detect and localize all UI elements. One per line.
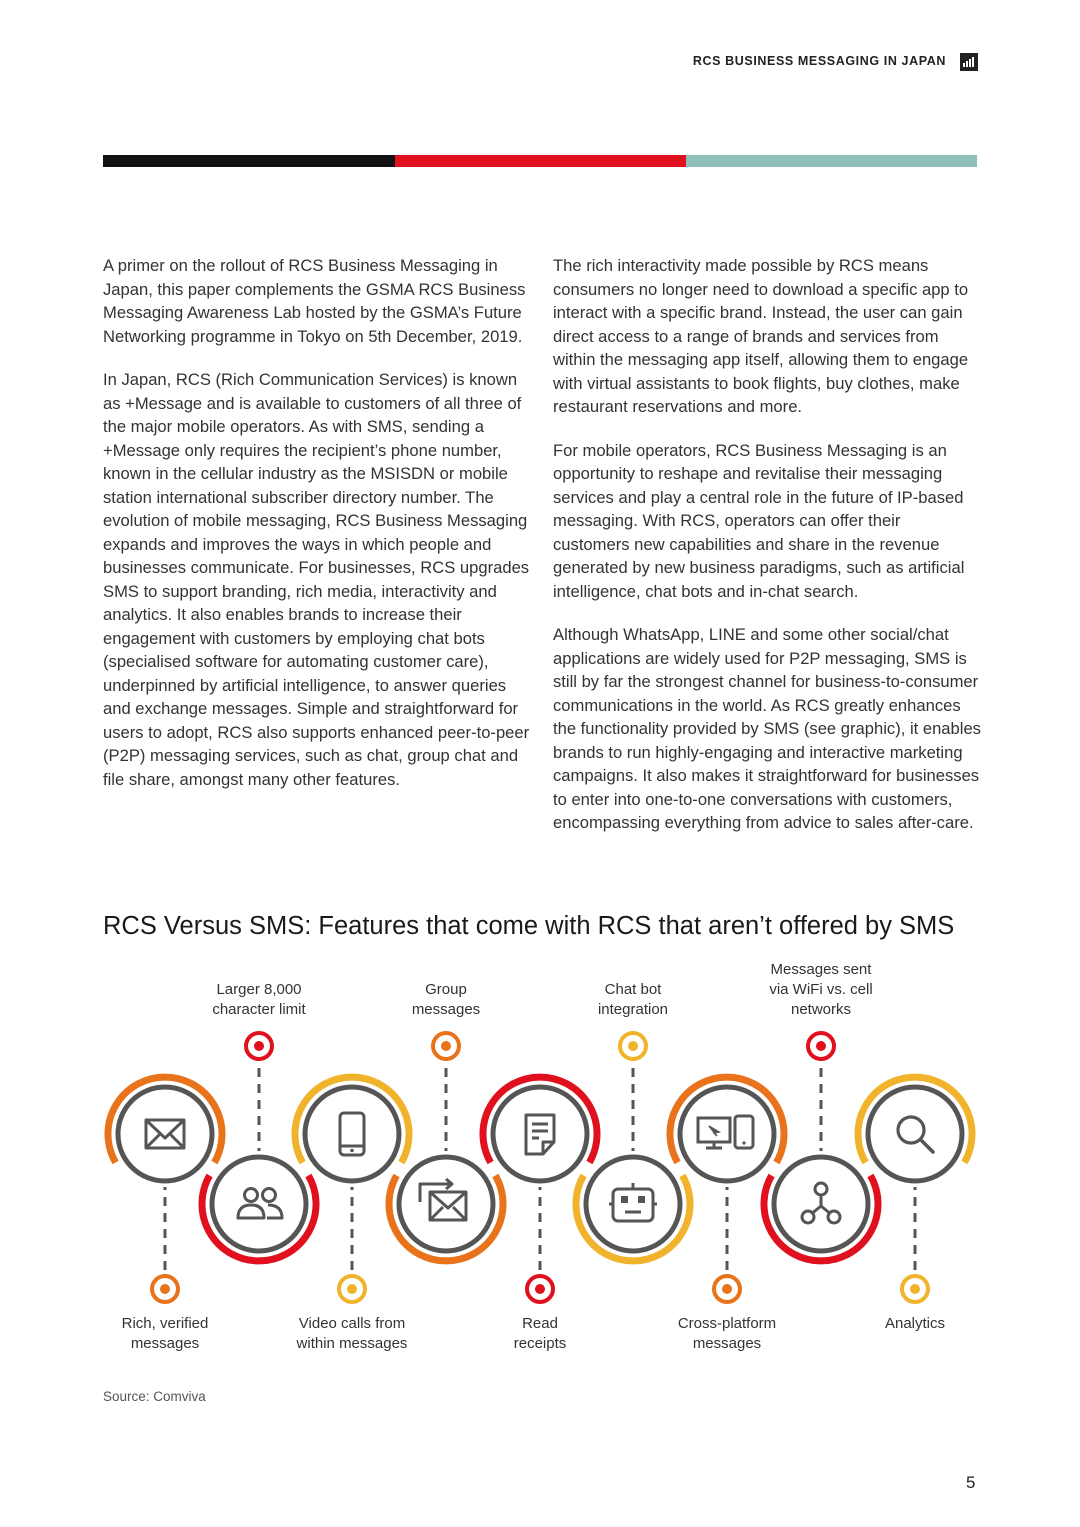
feature-node — [764, 1151, 878, 1261]
paragraph: The rich interactivity made possible by RCS means consumers no longer need to download a specific app to interact with a specific brand. Instead, the user can gain direct access to a range of brands and services from within the messaging app itself, allowing them to engage with virtual assistants to book flights, buy clothes, make restaurant reservations and more. — [553, 256, 969, 416]
feature-label: Messages sent via WiFi vs. cell networks — [769, 961, 873, 1018]
feature-circle — [868, 1087, 962, 1181]
left-column — [103, 254, 535, 811]
feature-marker-dot — [441, 1041, 451, 1051]
feature-marker-dot — [910, 1284, 920, 1294]
feature-circle — [305, 1087, 399, 1181]
paragraph: For mobile operators, RCS Business Messaging is an opportunity to reshape and revitalise their messaging services and play a central role in the future of IP-based messaging. With RCS, operators can offer their customers new capabilities and share in the revenue generated by new business paradigms, such as artificial intelligence, chat bots and in-chat search. — [553, 440, 965, 601]
feature-node — [858, 1077, 972, 1187]
feature-marker-dot — [535, 1284, 545, 1294]
feature-label: Analytics — [884, 1315, 946, 1332]
feature-marker-dot — [160, 1284, 170, 1294]
feature-node — [389, 1151, 503, 1261]
feature-circle — [118, 1087, 212, 1181]
feature-label: Rich, verified messages — [121, 1315, 209, 1352]
feature-node — [483, 1077, 597, 1187]
feature-marker-dot — [254, 1041, 264, 1051]
rcs-features-infographic — [0, 950, 1080, 1370]
feature-label: Cross-platform messages — [677, 1315, 777, 1352]
header-title: RCS BUSINESS MESSAGING IN JAPAN — [692, 54, 946, 68]
feature-label: Read receipts — [513, 1315, 567, 1352]
page-number: 5 — [966, 1473, 976, 1492]
feature-marker-dot — [347, 1284, 357, 1294]
feature-node — [202, 1151, 316, 1261]
divider-teal — [686, 155, 977, 167]
feature-circle — [212, 1157, 306, 1251]
source-note: Source: Comviva — [103, 1389, 206, 1404]
divider-black — [103, 155, 395, 167]
feature-node — [670, 1077, 784, 1187]
feature-node — [295, 1077, 409, 1187]
paragraph: In Japan, RCS (Rich Communication Services) is known as +Message and is available to customers of all three of the major mobile operators. As with SMS, sending a +Message only requires the recipient’s phone number, known in the cellular industry as the MSISDN or mobile station international subscriber directory number. The evolution of mobile messaging, RCS Business Messaging expands and improves the ways in which people and businesses communicate. For businesses, RCS upgrades SMS to support branding, rich media, interactivity and analytics. It also enables brands to increase their engagement with customers by employing chat bots (specialised software for automating customer care), underpinned by artificial intelligence, to answer queries and exchange messages. Simple and straightforward for users to adopt, RCS also supports enhanced peer-to-peer (P2P) messaging services, such as chat, group chat and file share, amongst many other features. — [103, 370, 530, 789]
feature-circle — [680, 1087, 774, 1181]
feature-node — [108, 1077, 222, 1187]
feature-circle — [493, 1087, 587, 1181]
gsma-bar-logo-icon — [960, 53, 978, 71]
infographic-title: RCS Versus SMS: Features that come with RCS that aren’t offered by SMS — [103, 912, 955, 940]
feature-label: Chat bot integration — [597, 981, 669, 1018]
paragraph: A primer on the rollout of RCS Business Messaging in Japan, this paper complements the GSMA RCS Business Messaging Awareness Lab hosted by the GSMA’s Future Networking programme in Tokyo on 5th December, 2019. — [103, 256, 526, 346]
feature-label: Video calls from within messages — [296, 1315, 408, 1352]
divider-red — [395, 155, 686, 167]
feature-circle — [586, 1157, 680, 1251]
feature-node — [576, 1151, 690, 1261]
paragraph: Although WhatsApp, LINE and some other social/chat applications are widely used for P2P messaging, SMS is still by far the strongest channel for business-to-consumer communications in the world. As RCS greatly enhances the functionality provided by SMS (see graphic), it enables brands to run highly-engaging and interactive marketing campaigns. It also makes it straightforward for businesses to enter into one-to-one conversations with customers, encompassing everything from advice to sales after-care. — [553, 625, 981, 832]
feature-label: Larger 8,000 character limit — [212, 981, 306, 1018]
feature-marker-dot — [816, 1041, 826, 1051]
feature-circle — [399, 1157, 493, 1251]
right-column — [553, 254, 981, 855]
feature-marker-dot — [722, 1284, 732, 1294]
feature-marker-dot — [628, 1041, 638, 1051]
feature-label: Group messages — [411, 981, 481, 1018]
